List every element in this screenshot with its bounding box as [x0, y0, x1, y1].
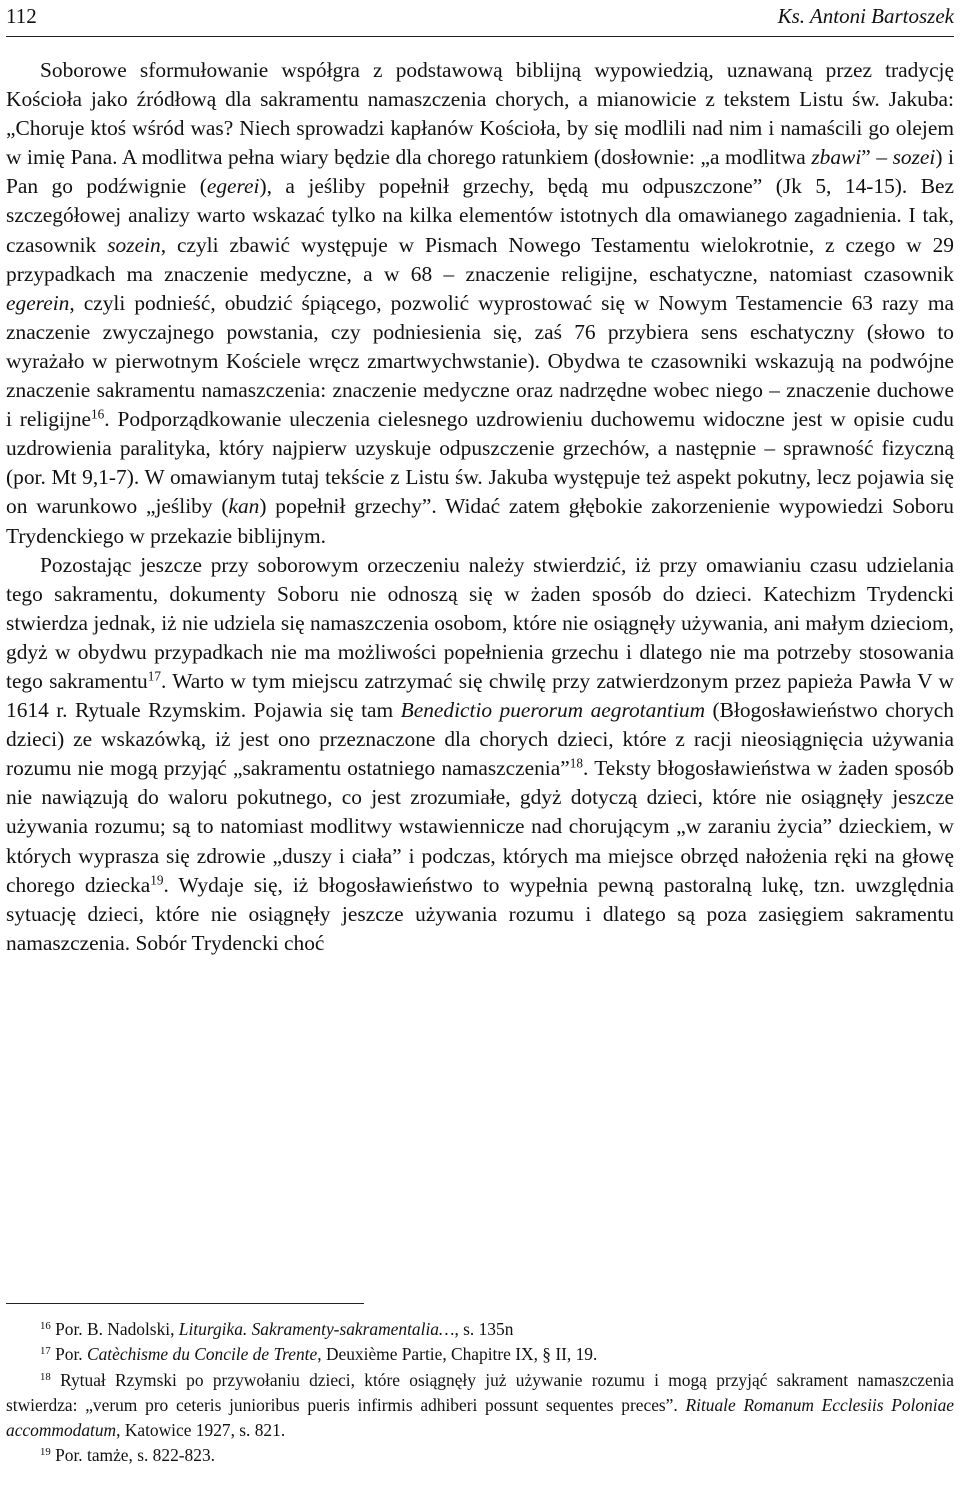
text-run: ” – [861, 145, 893, 170]
text-run: Soborowe sformułowanie współgra z podstawową biblijną wypowiedzią, uznawaną przez tradycję Kościoła jako źródłową dla sakramentu namaszczenia chorych, a mianowicie z tekstem Listu św. Jakuba: „Choruje ktoś wśród was? Niech sprowadzi kapłanów Kościoła, by się modlili nad nim i namaścili go olejem w imię Pana. A modlitwa pełna wiary będzie dla chorego ratunkiem (dosłownie: „a modlitwa [6, 58, 954, 170]
text-run: Por. tamże, s. 822-823. [50, 1445, 215, 1466]
text-run: ) popełnił grzechy”. Widać zatem głębokie zakorzenienie wypowiedzi Soboru Trydenckiego w przekazie biblijnym. [6, 494, 954, 548]
paragraph [6, 551, 954, 958]
italic-text: Benedictio puerorum aegrotantium [400, 698, 706, 723]
text-run: , Deuxième Partie, Chapitre IX, § II, 19. [317, 1344, 598, 1365]
text-run: (Błogosławieństwo chorych dzieci) ze wskazówką, iż jest ono przeznaczone dla chorych dzieci, które z racji nieosiągnięcia używania rozumu nie mogą przyjąć „sakramentu ostatniego namaszczenia” [6, 698, 954, 781]
text-run: . Warto w tym miejscu zatrzymać się chwilę przy zatwierdzonym przez papieża Pawła V w 1614 r. Rytuale Rzymskim. Pojawia się tam [6, 668, 954, 723]
italic-text: Rituale Romanum Ecclesiis Poloniae accommodatum [6, 1394, 955, 1441]
footnote-ref: 19 [150, 872, 164, 888]
footnote-ref: 16 [91, 406, 105, 422]
text-run: ) i Pan go podźwignie ( [6, 145, 954, 199]
text-run: Rytuał Rzymski po przywołaniu dzieci, które osiągnęły już używanie rozumu i mogą przyjąć sakrament namaszczenia stwierdza: „verum pro ceteris junioribus pueris infirmis adhiberi possunt sequentes preces”. [6, 1369, 954, 1415]
text-run: ), a jeśliby popełnił grzechy, będą mu odpuszczone” (Jk 5, 14-15). Bez szczegółowej analizy warto wskazać tylko na kilka elementów istotnych dla omawianego zagadnienia. I tak, czasownik [6, 174, 954, 257]
text-run: , Katowice 1927, s. 821. [116, 1420, 286, 1441]
italic-text: zbawi [811, 145, 862, 170]
running-head: Ks. Antoni Bartoszek [777, 4, 954, 28]
italic-text: egerei [206, 174, 260, 199]
paragraph [6, 56, 954, 551]
body-text [6, 56, 954, 958]
footnotes [6, 1317, 954, 1469]
text-run: . Podporządkowanie uleczenia cielesnego uzdrowieniu duchowemu widoczne jest w opisie cudu uzdrowienia paralityka, który najpierw uzyskuje odpuszczenie grzechów, a następnie – sprawność fizyczną (por. Mt 9,1-7). W omawianym tutaj tekście z Listu św. Jakuba występuje też aspekt pokutny, lecz pojawia się on warunkowo „jeśliby ( [6, 407, 954, 519]
italic-text: Catèchisme du Concile de Trente [87, 1344, 318, 1365]
text-run: , czyli podnieść, obudzić śpiącego, pozwolić wyprostować się w Nowym Testamencie 63 razy ma znaczenie zwyczajnego powstania, czy podniesienia się, zaś 76 przybiera sens eschatyczny (słowo to wyrażało w pierwotnym Kościele wręcz zmartwychwstanie). Obydwa te czasowniki wskazują na podwójne znaczenie sakramentu namaszczenia: znaczenie medyczne oraz nadrzędne wobec niego – znaczenie duchowe i religijne [6, 290, 954, 432]
footnote-separator [6, 1303, 364, 1304]
footnote-ref: 18 [569, 755, 583, 771]
page-header [6, 0, 954, 37]
footnote [6, 1368, 954, 1444]
footnote-ref: 16 [40, 1320, 51, 1333]
footnote-ref: 18 [40, 1370, 51, 1383]
footnote [6, 1317, 954, 1342]
text-run: . Wydaje się, iż błogosławieństwo to wypełnia pewną pastoralną lukę, tzn. uwzględnia sytuację dzieci, które nie osiągnęły jeszcze używania rozumu i dlatego są poza zasięgiem sakramentu namaszczenia. Sobór Trydencki choć [6, 872, 954, 955]
italic-text: sozein [107, 232, 161, 257]
footnote-ref: 19 [40, 1446, 51, 1459]
italic-text: Liturgika. Sakramenty-sakramentalia… [178, 1319, 455, 1339]
footnote [6, 1443, 954, 1468]
italic-text: sozei [892, 145, 936, 170]
text-run: Pozostając jeszcze przy soborowym orzeczeniu należy stwierdzić, iż przy omawianiu czasu udzielania tego sakramentu, dokumenty Soboru nie odnoszą się w żaden sposób do dzieci. Katechizm Trydencki stwierdza jednak, iż nie udziela się namaszczenia osobom, które nie osiągnęły używania, ani małym dzieciom, gdyż w obydwu przypadkach nie ma możliwości popełnienia grzechu i dlatego nie ma potrzeby stosowania tego sakramentu [6, 552, 954, 693]
text-run: Por. B. Nadolski, [50, 1319, 179, 1339]
footnote-ref: 17 [147, 668, 161, 684]
italic-text: kan [228, 494, 260, 519]
page-number: 112 [6, 4, 37, 28]
footnote-ref: 17 [40, 1345, 51, 1358]
text-run: . Teksty błogosławieństwa w żaden sposób nie nawiązują do waloru pokutnego, co jest zrozumiałe, gdyż dotyczą dzieci, które nie osiągnęły jeszcze używania rozumu; są to natomiast modlitwy wstawiennicze nad chorującym „w zaraniu życia” dzieckiem, w których wyprasza się zdrowie „duszy i ciała” i podczas, których ma miejsce obrzęd nałożenia ręki na głowę chorego dziecka [6, 756, 954, 897]
text-run: , s. 135n [454, 1319, 514, 1339]
text-run: Por. [50, 1344, 88, 1365]
text-run: , czyli zbawić występuje w Pismach Nowego Testamentu wielokrotnie, z czego w 29 przypadkach ma znaczenie medyczne, a w 68 – znaczenie religijne, eschatyczne, natomiast czasownik [6, 232, 954, 286]
footnote [6, 1342, 954, 1367]
italic-text: egerein [6, 290, 70, 315]
